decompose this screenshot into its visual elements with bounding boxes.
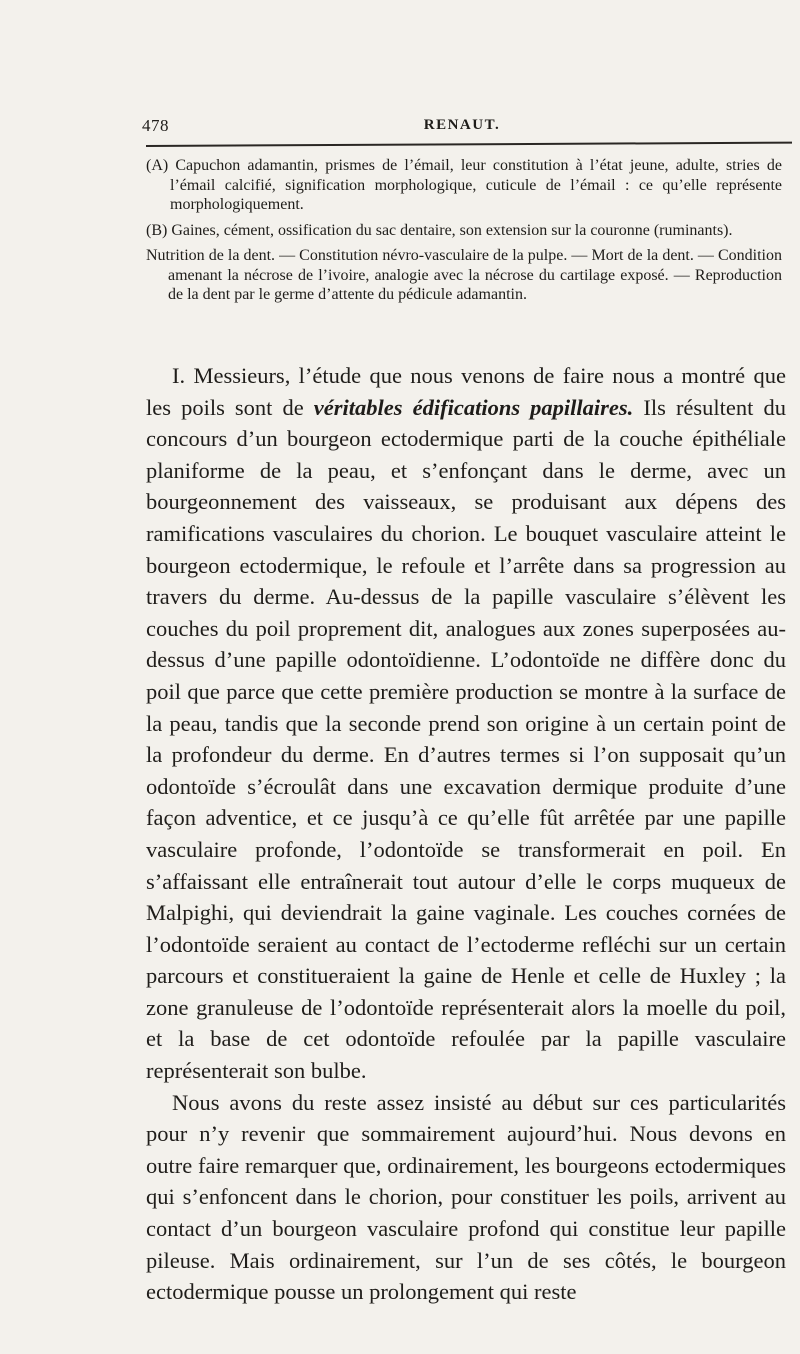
chapter-summary: [146, 156, 782, 311]
paragraph-2: Nous avons du reste assez insisté au début sur ces particularités pour n’y revenir que sommairement aujourd’hui. Nous devons en outre faire remarquer que, ordinairement, les bourgeons ectodermiques qui s’enfoncent dans le chorion, pour constituer les poils, arrivent au contact d’un bourgeon vasculaire profond qui constitue leur papille pileuse. Mais ordinairement, sur l’un de ses côtés, le bourgeon ectodermique pousse un prolongement qui reste: [146, 1089, 786, 1305]
running-head: RENAUT.: [423, 117, 501, 133]
body-text: [146, 360, 786, 1308]
paragraph-1-start: I. Messieurs, l’étude que nous venons de faire nous a montré que les poils sont de: [146, 363, 786, 420]
summary-item-a: (A) Capuchon adamantin, prismes de l’émail, leur constitution à l’état jeune, adulte, stries de l’émail calcifié, signification morphologique, cuticule de l’émail : ce qu’elle représente morphologiquement.: [146, 157, 782, 213]
paragraph-1-emphasis: véritables édifications papillaires.: [313, 394, 634, 420]
page-header: [142, 116, 782, 142]
page-number: 478: [142, 116, 169, 135]
summary-item-b: (B) Gaines, cément, ossification du sac dentaire, son extension sur la couronne (ruminants).: [146, 221, 733, 239]
summary-nutrition: Nutrition de la dent. — Constitution névro-vasculaire de la pulpe. — Mort de la dent. — Condition amenant la nécrose de l’ivoire, analogie avec la nécrose du cartilage exposé. — Reproduction de la dent par le germe d’attente du pédicule adamantin.: [146, 247, 782, 303]
paragraph-1-rest: Ils résultent du concours d’un bourgeon ectodermique parti de la couche épithéliale planiforme de la peau, et s’enfonçant dans le derme, avec un bourgeonnement des vaisseaux, se produisant aux dépens des ramifications vasculaires du chorion. Le bouquet vasculaire atteint le bourgeon ectodermique, le refoule et l’arrête dans sa progression au travers du derme. Au-dessus de la papille vasculaire s’élèvent les couches du poil proprement dit, analogues aux zones superposées au-dessus d’une papille odontoïdienne. L’odontoïde ne diffère donc du poil que parce que cette première production se montre à la surface de la peau, tandis que la seconde prend son origine à un certain point de la profondeur du derme. En d’autres termes si l’on supposait qu’un odontoïde s’écroulât dans une excavation dermique produite d’une façon adventice, et ce jusqu’à ce qu’elle fût arrêtée par une papille vasculaire profonde, l’odontoïde se transformerait en poil. En s’affaissant elle entraînerait tout autour d’elle le corps muqueux de Malpighi, qui deviendrait la gaine vaginale. Les couches cornées de l’odontoïde seraient au contact de l’ectoderme refléchi sur un certain parcours et constitueraient la gaine de Henle et celle de Huxley ; la zone granuleuse de l’odontoïde représenterait alors la moelle du poil, et la base de cet odontoïde refoulée par la papille vasculaire représenterait son bulbe.: [146, 394, 786, 1084]
header-rule: [146, 142, 792, 147]
paragraph-1: [146, 360, 786, 1087]
